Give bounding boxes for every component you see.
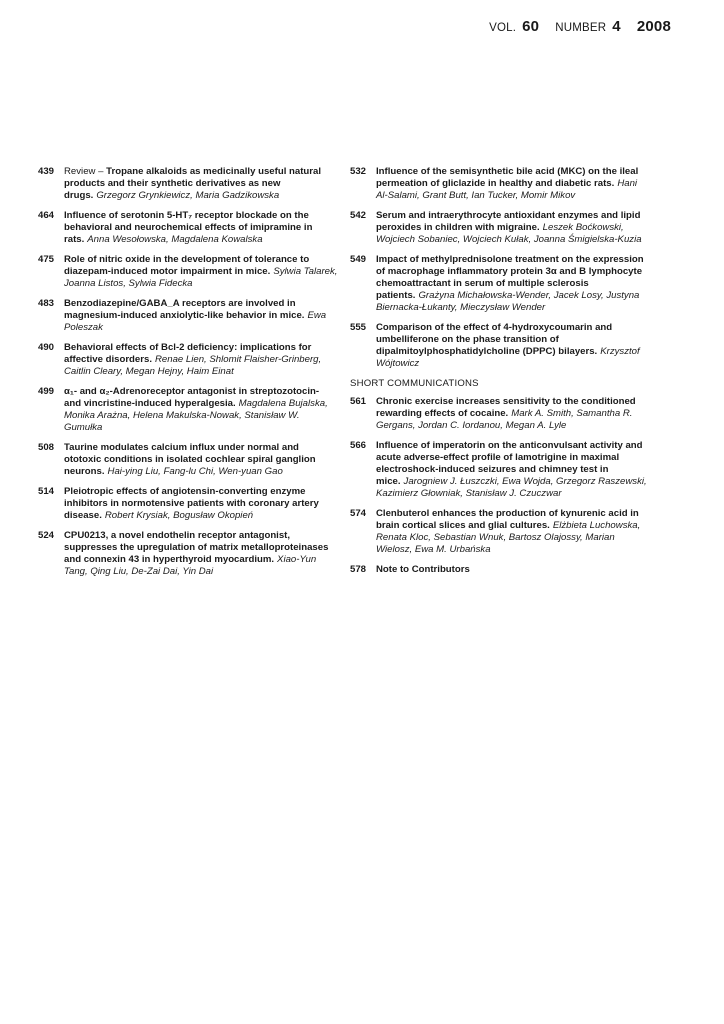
- toc-entry[interactable]: [38, 298, 338, 334]
- article-title: Influence of imperatorin on the anticonvulsant activity and acute adverse-effect profile of lamotrigine in maximal electroshock-induced seizures and chimney test in mice.: [376, 440, 643, 487]
- page-number: 578: [350, 564, 367, 575]
- article-title: Influence of serotonin 5-HT₇ receptor blockade on the behavioral and neurochemical effects of imipramine in rats.: [64, 210, 313, 245]
- entry-type-prefix: Review –: [64, 166, 104, 177]
- number-label: NUMBER: [555, 22, 607, 34]
- article-title: Comparison of the effect of 4-hydroxycoumarin and umbelliferone on the phase transition of dipalmitoylphosphatidylcholine (DPPC) bilayers.: [376, 322, 613, 357]
- article-authors: Grażyna Michałowska-Wender, Jacek Losy, Justyna Biernacka-Łukanty, Mieczysław Wender: [376, 290, 640, 313]
- toc-entry[interactable]: [350, 440, 650, 500]
- page-number: 508: [38, 442, 55, 453]
- article-title: Benzodiazepine/GABA_A receptors are involved in magnesium-induced anxiolytic-like behavior in mice.: [64, 298, 305, 321]
- page-number: 464: [38, 210, 55, 221]
- toc-entry[interactable]: [38, 386, 338, 434]
- article-title: Pleiotropic effects of angiotensin-converting enzyme inhibitors in normotensive patients with coronary artery disease.: [64, 486, 319, 521]
- journal-header: [489, 18, 671, 35]
- issue-year: 2008: [636, 18, 671, 35]
- article-title: α₁- and α₂-Adrenoreceptor antagonist in streptozotocin- and vincristine-induced hyperalgesia.: [64, 386, 320, 409]
- toc-entry[interactable]: [38, 442, 338, 478]
- toc-entry[interactable]: [350, 396, 650, 432]
- article-authors: Mark A. Smith, Samantha R. Gergans, Jordan C. Iordanou, Megan A. Lyle: [376, 408, 633, 431]
- article-title: Note to Contributors: [376, 564, 470, 575]
- toc-short-entries: [350, 396, 650, 576]
- page-number: 542: [350, 210, 367, 221]
- article-title: Clenbuterol enhances the production of kynurenic acid in brain cortical slices and glial cultures.: [376, 508, 639, 531]
- toc-right-column: [350, 166, 650, 584]
- vol-number: 60: [522, 18, 540, 35]
- article-title: Taurine modulates calcium influx under normal and ototoxic conditions in isolated cochlear spiral ganglion neurons.: [64, 442, 316, 477]
- toc-entry[interactable]: [38, 254, 338, 290]
- article-authors: Grzegorz Grynkiewicz, Maria Gadzikowska: [96, 190, 280, 201]
- page-number: 574: [350, 508, 367, 519]
- article-authors: Sylwia Talarek, Joanna Listos, Sylwia Fidecka: [64, 266, 338, 289]
- article-title: Chronic exercise increases sensitivity to the conditioned rewarding effects of cocaine.: [376, 396, 636, 419]
- article-authors: Hani Al-Salami, Grant Butt, Ian Tucker, Momir Mikov: [376, 178, 638, 201]
- page-number: 499: [38, 386, 55, 397]
- toc-entry[interactable]: [350, 210, 650, 246]
- toc-right-entries: [350, 166, 650, 370]
- article-authors: Ewa Poleszak: [64, 310, 327, 333]
- page-number: 475: [38, 254, 55, 265]
- article-authors: Xiao-Yun Tang, Qing Liu, De-Zai Dai, Yin Dai: [64, 554, 317, 577]
- article-authors: Robert Krysiak, Bogusław Okopień: [104, 510, 254, 521]
- toc-entry[interactable]: [350, 508, 650, 556]
- article-authors: Magdalena Bujalska, Monika Arażna, Helena Makulska-Nowak, Stanisław W. Gumułka: [64, 398, 328, 433]
- page-number: 555: [350, 322, 367, 333]
- toc-entry[interactable]: [350, 564, 650, 576]
- article-title: Tropane alkaloids as medicinally useful natural products and their synthetic derivatives as new drugs.: [64, 166, 322, 201]
- page-number: 561: [350, 396, 367, 407]
- issue-number: 4: [612, 18, 621, 35]
- toc-entry[interactable]: [38, 530, 338, 578]
- toc-entry[interactable]: [350, 322, 650, 370]
- page-number: 532: [350, 166, 367, 177]
- vol-label: VOL.: [489, 22, 517, 34]
- short-communications-heading: SHORT COMMUNICATIONS: [350, 378, 479, 389]
- article-authors: Jarogniew J. Łuszczki, Ewa Wojda, Grzegorz Raszewski, Kazimierz Głowniak, Stanisław J. Czuczwar: [376, 476, 647, 499]
- article-authors: Renae Lien, Shlomit Flaisher-Grinberg, Caitlin Cleary, Megan Hejny, Haim Einat: [64, 354, 322, 377]
- article-authors: Hai-ying Liu, Fang-lu Chi, Wen-yuan Gao: [107, 466, 283, 477]
- article-title: Impact of methylprednisolone treatment on the expression of macrophage inflammatory protein 3α and B lymphocyte chemoattractant in serum of multiple sclerosis patients.: [376, 254, 644, 301]
- article-authors: Leszek Boćkowski, Wojciech Sobaniec, Wojciech Kułak, Joanna Śmigielska-Kuzia: [376, 222, 642, 245]
- toc-entry[interactable]: [38, 210, 338, 246]
- page-number: 566: [350, 440, 367, 451]
- toc-entry[interactable]: [350, 254, 650, 314]
- toc-entry[interactable]: [38, 342, 338, 378]
- article-authors: Elżbieta Luchowska, Renata Kloc, Sebastian Wnuk, Bartosz Olajossy, Marian Wielosz, Ewa M. Urbańska: [376, 520, 641, 555]
- page-number: 549: [350, 254, 367, 265]
- article-title: Serum and intraerythrocyte antioxidant enzymes and lipid peroxides in children with migraine.: [376, 210, 641, 233]
- toc-entry[interactable]: [38, 166, 338, 202]
- article-authors: Anna Wesołowska, Magdalena Kowalska: [87, 234, 263, 245]
- article-title: CPU0213, a novel endothelin receptor antagonist, suppresses the upregulation of matrix metalloproteinases and connexin 43 in hyperthyroid myocardium.: [64, 530, 329, 565]
- page-number: 483: [38, 298, 55, 309]
- page-number: 524: [38, 530, 55, 541]
- article-authors: Krzysztof Wójtowicz: [376, 346, 640, 369]
- toc-left-column: [38, 166, 338, 586]
- page-number: 514: [38, 486, 55, 497]
- page-number: 490: [38, 342, 55, 353]
- toc-entry[interactable]: [38, 486, 338, 522]
- article-title: Behavioral effects of Bcl-2 deficiency: implications for affective disorders.: [64, 342, 312, 365]
- toc-entry[interactable]: [350, 166, 650, 202]
- article-title: Role of nitric oxide in the development of tolerance to diazepam-induced motor impairment in mice.: [64, 254, 310, 277]
- article-title: Influence of the semisynthetic bile acid (MKC) on the ileal permeation of gliclazide in healthy and diabetic rats.: [376, 166, 639, 189]
- page-number: 439: [38, 166, 55, 177]
